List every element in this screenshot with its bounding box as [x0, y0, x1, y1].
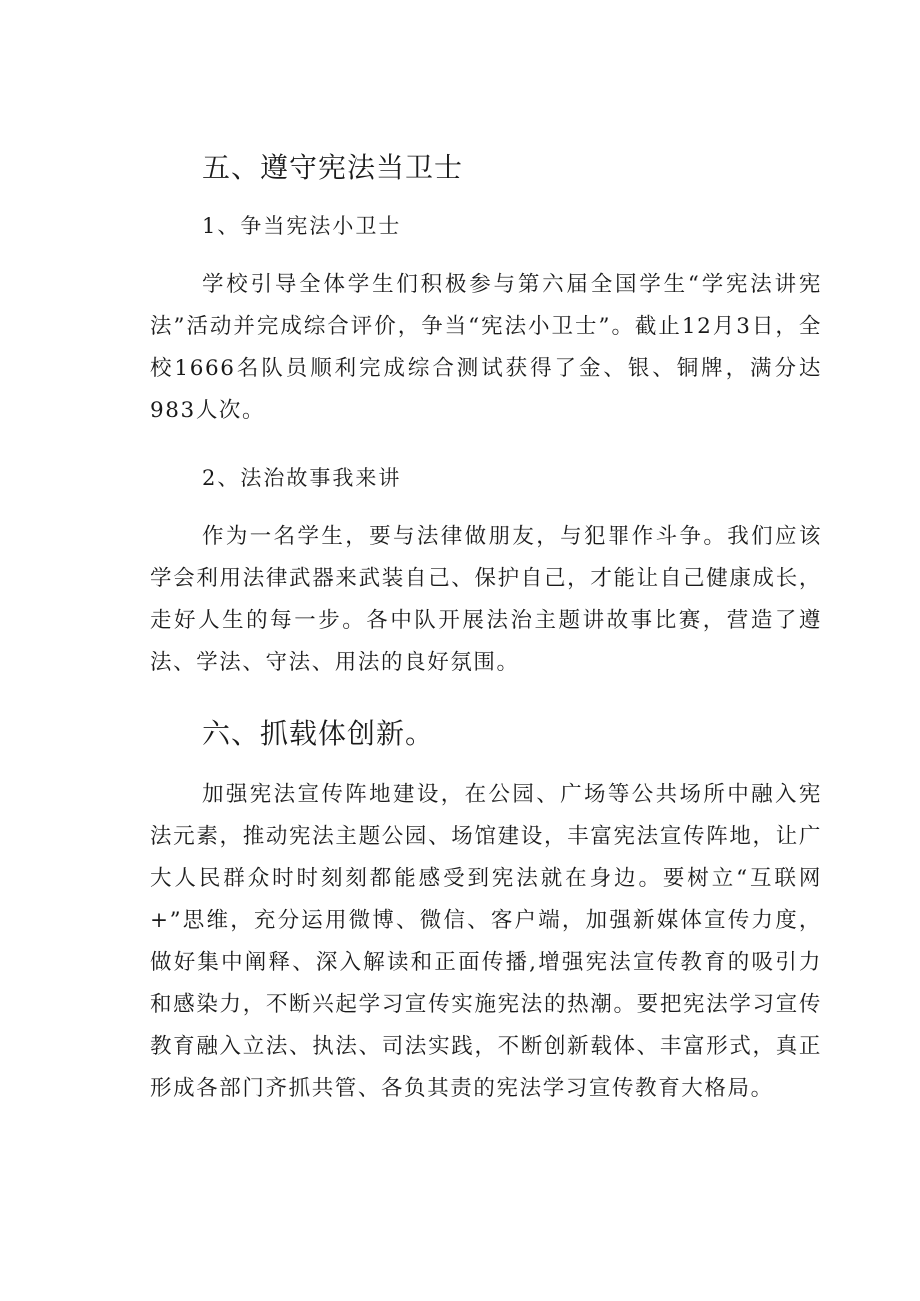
section-5-heading: 五、遵守宪法当卫士	[202, 151, 464, 184]
section-5-paragraph-1: 学校引导全体学生们积极参与第六届全国学生“学宪法讲宪法”活动并完成综合评价，争当“宪法小卫士”。截止12月3日，全校1666名队员顺利完成综合测试获得了金、银、铜牌，满分达983人次。	[150, 272, 822, 423]
section-5-subheading-1: 1、争当宪法小卫士	[202, 214, 402, 238]
section-6-heading: 六、抓载体创新。	[202, 717, 435, 750]
section-5-paragraph-2: 作为一名学生，要与法律做朋友，与犯罪作斗争。我们应该学会利用法律武器来武装自己、保护自己，才能让自己健康成长，走好人生的每一步。各中队开展法治主题讲故事比赛，营造了遵法、学法、守法、用法的良好氛围。	[150, 524, 822, 675]
section-5-subheading-2: 2、法治故事我来讲	[202, 466, 402, 490]
document-body	[150, 148, 822, 1110]
section-6-paragraph: 加强宪法宣传阵地建设，在公园、广场等公共场所中融入宪法元素，推动宪法主题公园、场馆建设，丰富宪法宣传阵地，让广大人民群众时时刻刻都能感受到宪法就在身边。要树立“互联网+”思维，充分运用微博、微信、客户端，加强新媒体宣传力度，做好集中阐释、深入解读和正面传播,增强宪法宣传教育的吸引力和感染力，不断兴起学习宣传实施宪法的热潮。要把宪法学习宣传教育融入立法、执法、司法实践，不断创新载体、丰富形式，真正形成各部门齐抓共管、各负其责的宪法学习宣传教育大格局。	[150, 782, 822, 1101]
